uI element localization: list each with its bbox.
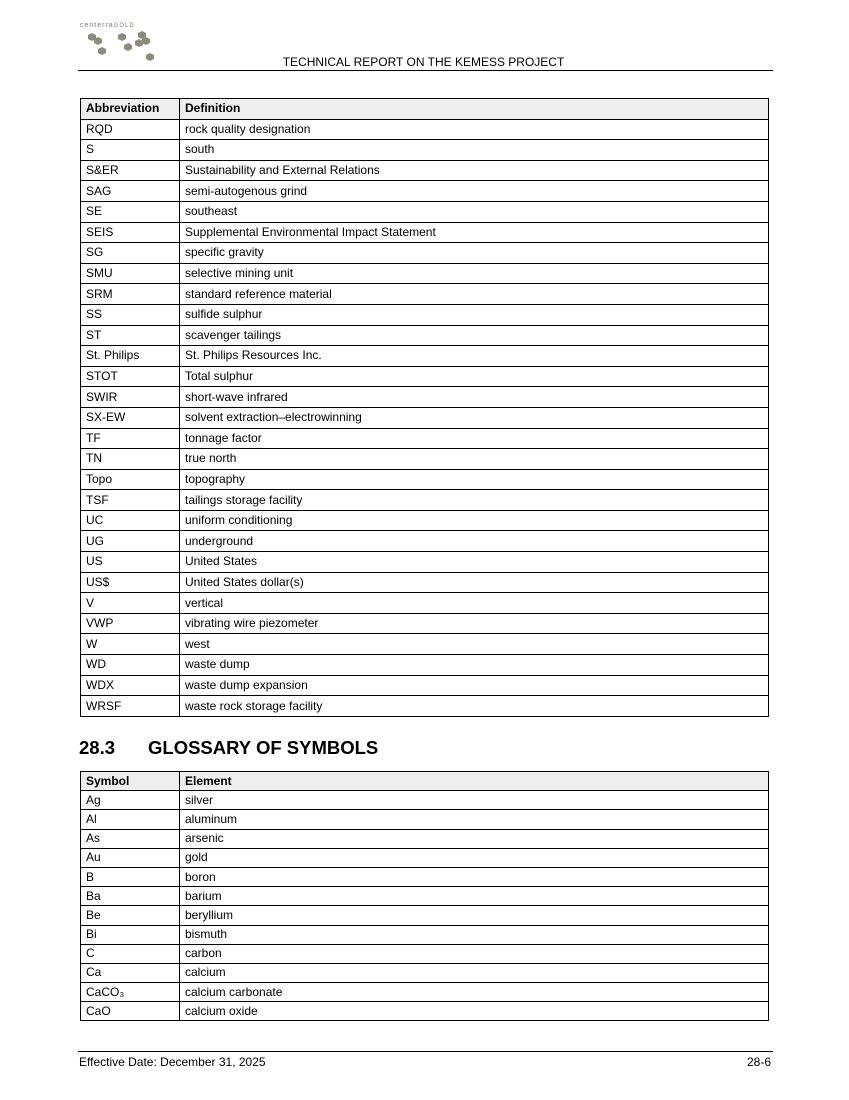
page-number: 28-6 (746, 1055, 771, 1069)
table-cell-value: uniform conditioning (180, 510, 769, 531)
table-cell-key: CaCO₃ (81, 983, 180, 1002)
table-cell-key: Au (81, 848, 180, 867)
table-cell-key: CaO (81, 1002, 180, 1021)
table-cell-key: SWIR (81, 387, 180, 408)
table-row (81, 675, 769, 696)
table-row (81, 346, 769, 367)
table-cell-key: WRSF (81, 696, 180, 717)
table-cell-value: specific gravity (180, 243, 769, 264)
table-row (81, 829, 769, 848)
table-row (81, 181, 769, 202)
table-header-row (81, 772, 769, 791)
table-header-row (81, 99, 769, 120)
table-row (81, 469, 769, 490)
table-cell-key: V (81, 593, 180, 614)
table-cell-value: southeast (180, 201, 769, 222)
table-cell-key: Ag (81, 791, 180, 810)
table-cell-value: calcium oxide (180, 1002, 769, 1021)
table-row (81, 201, 769, 222)
table-cell-value: waste dump expansion (180, 675, 769, 696)
table-row (81, 696, 769, 717)
table-cell-value: United States (180, 552, 769, 573)
table-cell-key: As (81, 829, 180, 848)
table-row (81, 963, 769, 982)
table-row (81, 810, 769, 829)
section-heading (79, 737, 378, 759)
table-cell-key: SG (81, 243, 180, 264)
table-row (81, 387, 769, 408)
table-cell-value: vertical (180, 593, 769, 614)
table-cell-value: bismuth (180, 925, 769, 944)
table-row (81, 119, 769, 140)
table-row (81, 572, 769, 593)
table-cell-value: selective mining unit (180, 263, 769, 284)
table-cell-value: St. Philips Resources Inc. (180, 346, 769, 367)
table-cell-value: solvent extraction–electrowinning (180, 407, 769, 428)
table-cell-key: B (81, 867, 180, 886)
table-row (81, 848, 769, 867)
table-cell-value: rock quality designation (180, 119, 769, 140)
table-cell-value: west (180, 634, 769, 655)
table-cell-value: arsenic (180, 829, 769, 848)
table-row (81, 791, 769, 810)
table-cell-key: C (81, 944, 180, 963)
table-cell-value: sulfide sulphur (180, 304, 769, 325)
table-cell-key: SAG (81, 181, 180, 202)
section-title: GLOSSARY OF SYMBOLS (148, 737, 379, 758)
table-cell-key: ST (81, 325, 180, 346)
table-cell-key: Be (81, 906, 180, 925)
table-cell-value: waste dump (180, 655, 769, 676)
table-cell-value: barium (180, 887, 769, 906)
table-cell-key: Bi (81, 925, 180, 944)
section-number: 28.3 (79, 737, 116, 758)
table-cell-key: TSF (81, 490, 180, 511)
table-cell-key: SS (81, 304, 180, 325)
table-cell-key: S (81, 140, 180, 161)
table-row (81, 284, 769, 305)
table-row (81, 552, 769, 573)
report-title: TECHNICAL REPORT ON THE KEMESS PROJECT (282, 55, 565, 69)
table-cell-key: VWP (81, 613, 180, 634)
table-row (81, 140, 769, 161)
table-row (81, 510, 769, 531)
table-cell-key: UC (81, 510, 180, 531)
table-cell-key: W (81, 634, 180, 655)
table-cell-value: standard reference material (180, 284, 769, 305)
column-header-abbreviation: Abbreviation (81, 99, 180, 120)
table-cell-value: Sustainability and External Relations (180, 160, 769, 181)
column-header-element: Element (180, 772, 769, 791)
table-cell-value: tailings storage facility (180, 490, 769, 511)
table-cell-value: semi-autogenous grind (180, 181, 769, 202)
table-cell-key: RQD (81, 119, 180, 140)
table-cell-key: Ba (81, 887, 180, 906)
table-cell-key: SRM (81, 284, 180, 305)
table-row (81, 407, 769, 428)
table-row (81, 449, 769, 470)
header-divider (78, 70, 773, 71)
table-cell-key: Al (81, 810, 180, 829)
table-cell-key: S&ER (81, 160, 180, 181)
table-cell-value: topography (180, 469, 769, 490)
abbreviations-table (80, 98, 769, 717)
logo-wordmark: centerraGOLD (80, 22, 135, 29)
table-cell-value: gold (180, 848, 769, 867)
table-cell-value: aluminum (180, 810, 769, 829)
table-cell-key: Ca (81, 963, 180, 982)
table-cell-key: SX-EW (81, 407, 180, 428)
effective-date: Effective Date: December 31, 2025 (79, 1055, 266, 1069)
table-cell-value: true north (180, 449, 769, 470)
table-row (81, 1002, 769, 1021)
table-cell-value: vibrating wire piezometer (180, 613, 769, 634)
table-cell-value: underground (180, 531, 769, 552)
table-cell-key: St. Philips (81, 346, 180, 367)
table-cell-key: US (81, 552, 180, 573)
table-cell-key: TF (81, 428, 180, 449)
table-row (81, 263, 769, 284)
table-row (81, 304, 769, 325)
table-cell-value: boron (180, 867, 769, 886)
table-cell-key: SE (81, 201, 180, 222)
table-row (81, 867, 769, 886)
table-cell-value: short-wave infrared (180, 387, 769, 408)
table-row (81, 593, 769, 614)
table-row (81, 243, 769, 264)
table-cell-value: Supplemental Environmental Impact Statement (180, 222, 769, 243)
table-cell-value: carbon (180, 944, 769, 963)
table-cell-value: silver (180, 791, 769, 810)
table-cell-value: waste rock storage facility (180, 696, 769, 717)
table-cell-key: Topo (81, 469, 180, 490)
table-row (81, 983, 769, 1002)
column-header-definition: Definition (180, 99, 769, 120)
table-row (81, 613, 769, 634)
table-cell-value: calcium (180, 963, 769, 982)
table-cell-value: Total sulphur (180, 366, 769, 387)
column-header-symbol: Symbol (81, 772, 180, 791)
symbols-table (80, 771, 769, 1021)
table-cell-value: south (180, 140, 769, 161)
table-row (81, 634, 769, 655)
table-cell-key: STOT (81, 366, 180, 387)
table-cell-key: WD (81, 655, 180, 676)
table-row (81, 325, 769, 346)
footer-divider (78, 1051, 773, 1052)
table-cell-key: US$ (81, 572, 180, 593)
table-row (81, 944, 769, 963)
table-row (81, 906, 769, 925)
table-cell-value: calcium carbonate (180, 983, 769, 1002)
table-row (81, 531, 769, 552)
table-row (81, 490, 769, 511)
table-row (81, 655, 769, 676)
table-row (81, 887, 769, 906)
table-cell-key: SEIS (81, 222, 180, 243)
table-cell-value: United States dollar(s) (180, 572, 769, 593)
table-cell-value: scavenger tailings (180, 325, 769, 346)
table-cell-key: UG (81, 531, 180, 552)
table-cell-value: beryllium (180, 906, 769, 925)
table-row (81, 222, 769, 243)
table-row (81, 366, 769, 387)
table-cell-value: tonnage factor (180, 428, 769, 449)
table-cell-key: WDX (81, 675, 180, 696)
table-cell-key: TN (81, 449, 180, 470)
table-row (81, 925, 769, 944)
table-row (81, 160, 769, 181)
table-row (81, 428, 769, 449)
table-cell-key: SMU (81, 263, 180, 284)
